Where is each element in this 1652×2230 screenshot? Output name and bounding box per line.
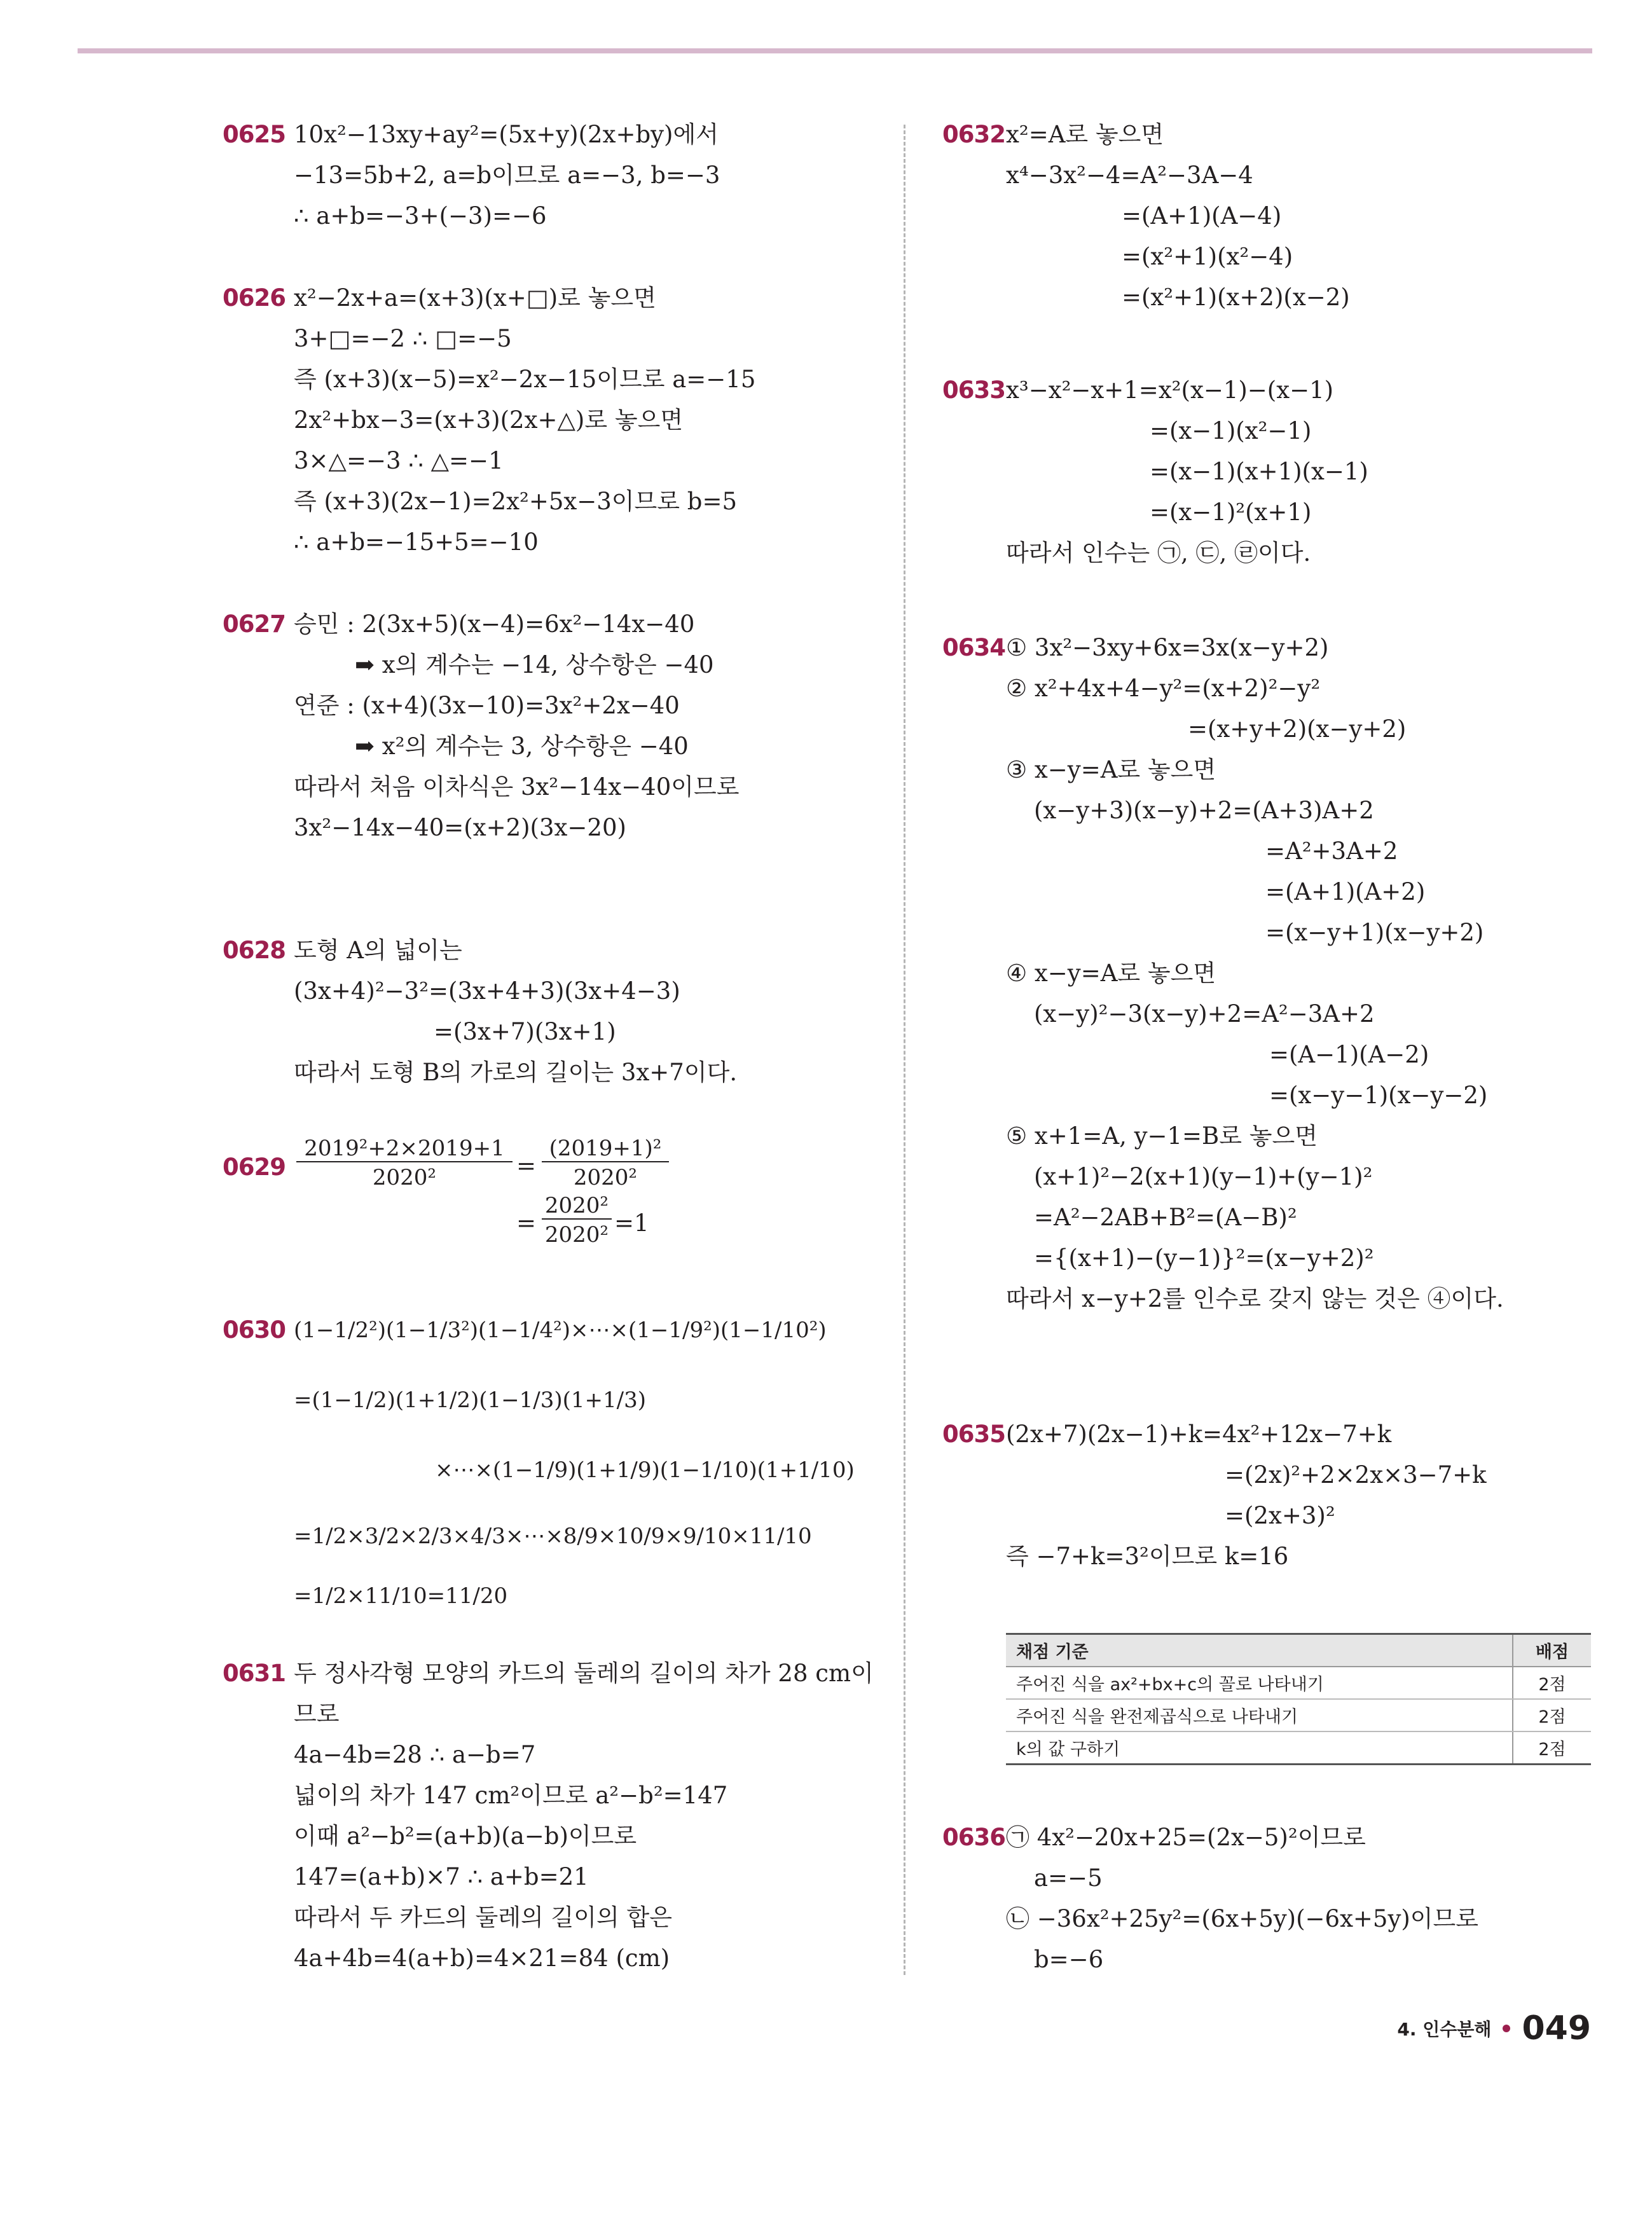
solution-line: =1/2×11/10=11/20 [294, 1583, 508, 1609]
solution-line: 연준 : (x+4)(3x−10)=3x²+2x−40 [294, 692, 680, 719]
solution-line: =(1−1/2)(1+1/2)(1−1/3)(1+1/3) [294, 1387, 646, 1413]
scoring-criteria-table [1006, 1633, 1591, 1765]
solution-line: 따라서 x−y+2를 인수로 갖지 않는 것은 ④이다. [1006, 1285, 1504, 1312]
solution-line: =A²+3A+2 [1265, 837, 1398, 865]
problem-number: 0634 [942, 634, 1005, 661]
solution-line: 승민 : 2(3x+5)(x−4)=6x²−14x−40 [294, 610, 695, 638]
solution-line: 따라서 처음 이차식은 3x²−14x−40이므로 [294, 773, 740, 801]
fraction-numerator: 2019²+2×2019+1 [296, 1136, 513, 1162]
problem-number: 0633 [942, 376, 1005, 404]
solution-line: ⑤ x+1=A, y−1=B로 놓으면 [1006, 1122, 1318, 1150]
table-row [1006, 1699, 1591, 1731]
table-row [1006, 1667, 1591, 1699]
table-cell: 주어진 식을 완전제곱식으로 나타내기 [1006, 1699, 1513, 1731]
problem-number: 0631 [223, 1660, 286, 1687]
solution-line: ㉠ 4x²−20x+25=(2x−5)²이므로 [1006, 1824, 1366, 1851]
fraction-numerator: 2020² [542, 1193, 612, 1220]
fraction-denominator: 2020² [573, 1165, 638, 1190]
problem-number: 0625 [223, 121, 286, 148]
solution-line: (2x+7)(2x−1)+k=4x²+12x−7+k [1006, 1421, 1392, 1448]
solution-line: x²=A로 놓으면 [1006, 121, 1164, 148]
solution-line: 2x²+bx−3=(x+3)(2x+△)로 놓으면 [294, 406, 684, 434]
solution-line: 도형 A의 넓이는 [294, 937, 462, 964]
solution-line: x⁴−3x²−4=A²−3A−4 [1006, 162, 1253, 189]
solution-line: (x−y+3)(x−y)+2=(A+3)A+2 [1034, 797, 1374, 824]
solution-line: =(x−1)(x+1)(x−1) [1150, 458, 1368, 485]
result: =1 [614, 1209, 649, 1237]
bullet-dot [1503, 2025, 1510, 2032]
problem-number: 0627 [223, 610, 286, 638]
solution-line: (3x+4)²−3²=(3x+4+3)(3x+4−3) [294, 977, 680, 1005]
solution-line: 즉 (x+3)(2x−1)=2x²+5x−3이므로 b=5 [294, 488, 738, 515]
solution-line: =(2x)²+2×2x×3−7+k [1225, 1461, 1487, 1489]
table-header: 채점 기준 [1006, 1634, 1513, 1667]
solution-line: =(x−y−1)(x−y−2) [1269, 1082, 1488, 1109]
problem-number: 0630 [223, 1316, 286, 1344]
solution-line: 3+□=−2 ∴ □=−5 [294, 325, 512, 352]
solution-line: =A²−2AB+B²=(A−B)² [1034, 1204, 1297, 1231]
column-divider [904, 125, 905, 1975]
solution-line: ∴ a+b=−3+(−3)=−6 [294, 202, 547, 230]
solution-line: =(x−y+1)(x−y+2) [1265, 919, 1484, 946]
solution-line: 이때 a²−b²=(a+b)(a−b)이므로 [294, 1822, 637, 1850]
equals: = [516, 1152, 537, 1180]
solution-line: 즉 (x+3)(x−5)=x²−2x−15이므로 a=−15 [294, 366, 756, 393]
problem-number: 0626 [223, 284, 286, 312]
solution-line: ① 3x²−3xy+6x=3x(x−y+2) [1006, 634, 1329, 661]
solution-line: −13=5b+2, a=b이므로 a=−3, b=−3 [294, 162, 720, 189]
fraction-numerator: (2019+1)² [542, 1136, 669, 1162]
table-cell: 2점 [1513, 1667, 1591, 1699]
fraction-denominator: 2020² [372, 1165, 437, 1190]
page-footer [1397, 2009, 1591, 2048]
table-cell: k의 값 구하기 [1006, 1731, 1513, 1765]
solution-line: ➡ x²의 계수는 3, 상수항은 −40 [355, 733, 689, 760]
solution-line: 3x²−14x−40=(x+2)(3x−20) [294, 814, 626, 841]
chapter-title: 4. 인수분해 [1397, 2019, 1492, 2040]
solution-line: 두 정사각형 모양의 카드의 둘레의 길이의 차가 28 cm이 [294, 1660, 874, 1687]
table-cell: 2점 [1513, 1731, 1591, 1765]
solution-line: =(A−1)(A−2) [1269, 1041, 1429, 1068]
solution-line: =(2x+3)² [1225, 1502, 1335, 1529]
table-header-row [1006, 1634, 1591, 1667]
solution-line: x²−2x+a=(x+3)(x+□)로 놓으면 [294, 284, 656, 312]
solution-line: =(A+1)(A+2) [1265, 878, 1426, 905]
solution-line: =(x²+1)(x²−4) [1122, 243, 1293, 270]
solution-line: 3×△=−3 ∴ △=−1 [294, 447, 504, 474]
solution-line: 4a−4b=28 ∴ a−b=7 [294, 1741, 536, 1768]
solution-line: 147=(a+b)×7 ∴ a+b=21 [294, 1863, 589, 1890]
solution-line: =(x−1)²(x+1) [1150, 499, 1312, 526]
solution-line: 넓이의 차가 147 cm²이므로 a²−b²=147 [294, 1782, 728, 1809]
problem-number: 0629 [223, 1153, 286, 1181]
solution-line: =(x−1)(x²−1) [1150, 417, 1312, 444]
solution-line: ∴ a+b=−15+5=−10 [294, 528, 539, 556]
solution-line: =(x²+1)(x+2)(x−2) [1122, 284, 1350, 311]
solution-line: ×⋯×(1−1/9)(1+1/9)(1−1/10)(1+1/10) [435, 1457, 855, 1483]
solution-line: (x−y)²−3(x−y)+2=A²−3A+2 [1034, 1000, 1375, 1028]
problem-number: 0635 [942, 1421, 1005, 1448]
table-cell: 2점 [1513, 1699, 1591, 1731]
solution-line: 따라서 인수는 ㉠, ㉢, ㉣이다. [1006, 539, 1311, 567]
header-rule [78, 48, 1592, 53]
table-row [1006, 1731, 1591, 1765]
solution-line: =(3x+7)(3x+1) [434, 1018, 616, 1045]
equals: = [516, 1209, 537, 1237]
solution-line: (x+1)²−2(x+1)(y−1)+(y−1)² [1034, 1163, 1373, 1190]
solution-line: ④ x−y=A로 놓으면 [1006, 960, 1216, 987]
solution-line: b=−6 [1034, 1946, 1104, 1973]
solution-line: =1/2×3/2×2/3×4/3×⋯×8/9×10/9×9/10×11/10 [294, 1524, 812, 1549]
fraction-denominator: 2020² [544, 1222, 609, 1248]
solution-line: ➡ x의 계수는 −14, 상수항은 −40 [355, 651, 714, 678]
solution-line: 따라서 두 카드의 둘레의 길이의 합은 [294, 1904, 672, 1931]
solution-line: ② x²+4x+4−y²=(x+2)²−y² [1006, 675, 1321, 702]
problem-number: 0636 [942, 1824, 1005, 1851]
problem-number: 0628 [223, 937, 286, 964]
table-cell: 주어진 식을 ax²+bx+c의 꼴로 나타내기 [1006, 1667, 1513, 1699]
table-header: 배점 [1513, 1634, 1591, 1667]
solution-line: 따라서 도형 B의 가로의 길이는 3x+7이다. [294, 1059, 738, 1086]
solution-line: ㉡ −36x²+25y²=(6x+5y)(−6x+5y)이므로 [1006, 1905, 1479, 1932]
solution-line: 10x²−13xy+ay²=(5x+y)(2x+by)에서 [294, 121, 719, 148]
solution-line: x³−x²−x+1=x²(x−1)−(x−1) [1006, 376, 1334, 404]
solution-line: (1−1/2²)(1−1/3²)(1−1/4²)×⋯×(1−1/9²)(1−1/10²) [294, 1318, 827, 1343]
solution-line: a=−5 [1034, 1864, 1103, 1892]
page-number: 049 [1522, 2009, 1591, 2048]
solution-line: ③ x−y=A로 놓으면 [1006, 756, 1216, 783]
solution-line: =(A+1)(A−4) [1122, 202, 1282, 230]
solution-line: 므로 [294, 1700, 340, 1728]
solution-line: 4a+4b=4(a+b)=4×21=84 (cm) [294, 1944, 670, 1972]
solution-line: 즉 −7+k=3²이므로 k=16 [1006, 1543, 1289, 1570]
problem-number: 0632 [942, 121, 1005, 148]
solution-line: =(x+y+2)(x−y+2) [1188, 715, 1407, 743]
solution-line: ={(x+1)−(y−1)}²=(x−y+2)² [1034, 1244, 1374, 1272]
